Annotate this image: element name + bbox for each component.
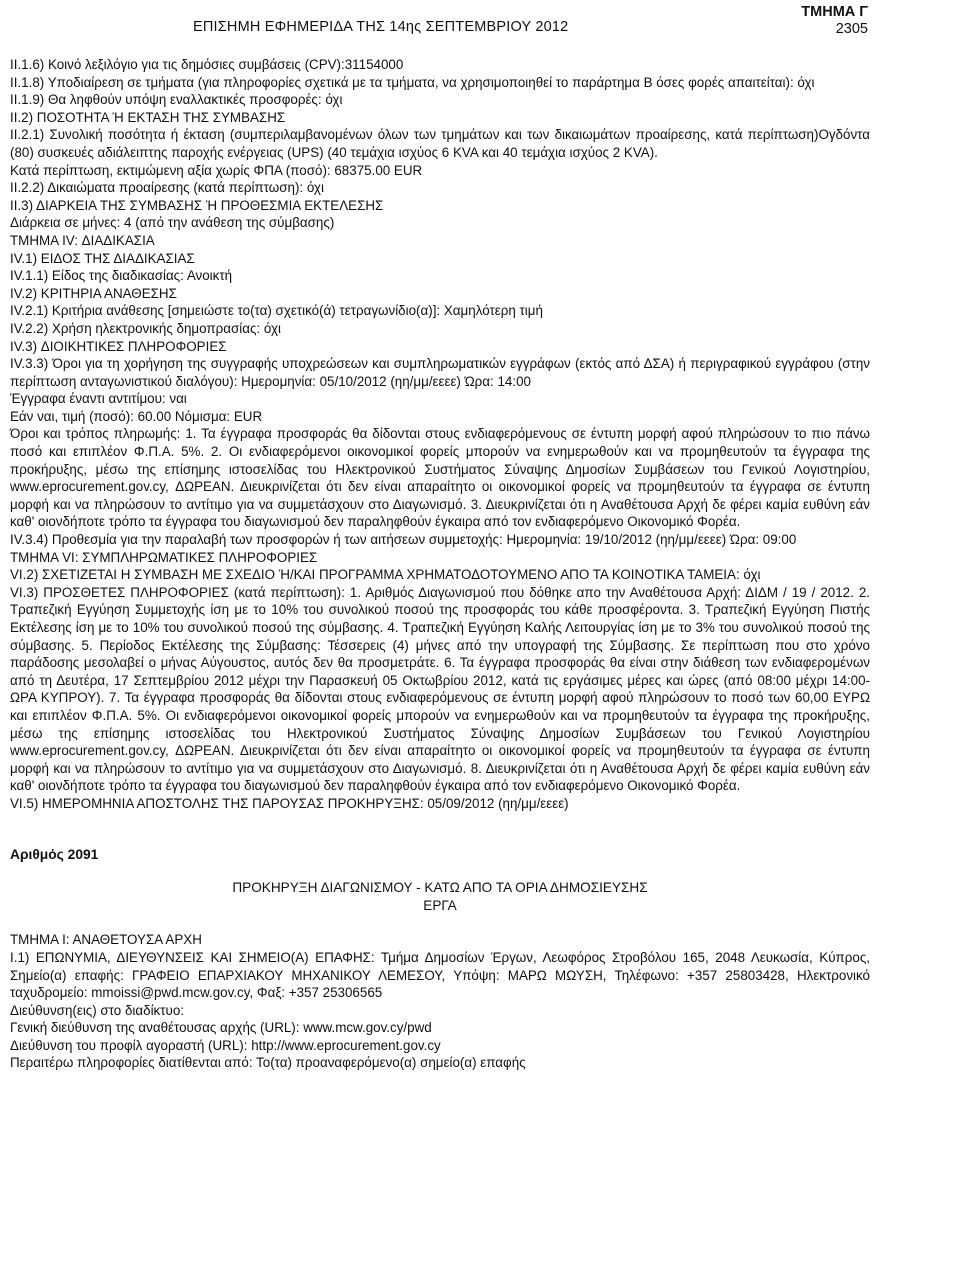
- text-line: ΤΜΗΜΑ VI: ΣΥΜΠΛΗΡΩΜΑΤΙΚΕΣ ΠΛΗΡΟΦΟΡΙΕΣ: [10, 549, 318, 565]
- notice-number: Αριθμός 2091: [10, 846, 99, 862]
- text-line: Όροι και τρόπος πληρωμής: 1. Τα έγγραφα προσφοράς θα δίδονται στους ενδιαφερόμενους σε έντυπη μορφή αφού πληρώσουν το πιο πάνω ποσό και επιπλέον Φ.Π.Α. 5%. 2. Οι ενδιαφερόμενοι οικονομικοί φορείς μπορούν να ενημερωθούν και να προμηθευτούν τα έγγραφα της προκήρυξης, μέσω της επίσημης ιστοσελίδας του Ηλεκτρονικού Συστήματος Σύναψης Δημοσίων Συμβάσεων του Γενικού Λογιστηρίου, www.eprocurement.gov.cy, ΔΩΡΕΑΝ. Διευκρινίζεται ότι δεν είναι απαραίτητο οι οικονομικοί φορείς να προμηθευτούν τα έγγραφα σε έντυπη μορφή και να πληρώσουν το αντίτιμο για να συμμετάσχουν στο Διαγωνισμό. 3. Διευκρινίζεται ότι η Αναθέτουσα Αρχή δε φέρει καμία ευθύνη εάν καθ' οιονδήποτε τρόπο τα έγγραφα του διαγωνισμού δεν παραληφθούν έγκαιρα από τον ενδιαφερόμενο Οικονομικό Φορέα.: [10, 426, 870, 530]
- text-line: Γενική διεύθυνση της αναθέτουσας αρχής (URL): www.mcw.gov.cy/pwd: [10, 1020, 432, 1036]
- text-line: IV.2.2) Χρήση ηλεκτρονικής δημοπρασίας: όχι: [10, 320, 281, 336]
- text-line: IV.1.1) Είδος της διαδικασίας: Ανοικτή: [10, 268, 233, 284]
- text-line: Διάρκεια σε μήνες: 4 (από την ανάθεση της σύμβασης): [10, 215, 335, 231]
- notice-category: ΕΡΓΑ: [423, 897, 457, 913]
- text-line: VI.3) ΠΡΟΣΘΕΤΕΣ ΠΛΗΡΟΦΟΡΙΕΣ (κατά περίπτωση): 1. Αριθμός Διαγωνισμού που δόθηκε απο την Αναθέτουσα Αρχή: ΔΙΔΜ / 19 / 2012. 2. Τραπεζική Εγγύηση Συμμετοχής ίση με το 10% του συνολικού ποσού της προσφοράς του κάθε προσφέροντα. 3. Τραπεζική Εγγύηση Πιστής Εκτέλεσης ίση με το 10% του συνολικού ποσού της σύμβασης. 4. Τραπεζική Εγγύηση Καλής Λειτουργίας ίση με το 3% του συνολικού ποσού της σύμβασης. 5. Περίοδος Εκτέλεσης της Σύμβασης: Τέσσερεις (4) μήνες από την υπογραφή της Σύμβασης. Σε περίπτωση που στο χρόνο παράδοσης μεσολαβεί ο μήνας Αύγουστος, αυτός δεν θα προσμετράτε. 6. Τα έγγραφα προσφοράς θα είναι στην διάθεση των ενδιαφερομένων από τη Δευτέρα, 17 Σεπτεμβρίου 2012 μέχρι την Παρασκευή 05 Οκτωβρίου 2012, κατά τις εργάσιμες μέρες και ώρες (από 08:00 μέχρι 14:00-ΩΡΑ ΚΥΠΡΟΥ). 7. Τα έγγραφα προσφοράς θα δίδονται στους ενδιαφερόμενους σε έντυπη μορφή αφού πληρώσουν το ποσό των 60,00 ΕΥΡΩ και επιπλέον Φ.Π.Α. 5%. Οι ενδιαφερόμενοι οικονομικοί φορείς μπορούν να ενημερωθούν και να προμηθευτούν τα έγγραφα της προκήρυξης, μέσω της επίσημης ιστοσελίδας του Ηλεκτρονικού Συστήματος Σύναψης Δημοσίων Συμβάσεων του Γενικού Λογιστηρίου www.eprocurement.gov.cy, ΔΩΡΕΑΝ. Διευκρινίζεται ότι δεν είναι απαραίτητο οι οικονομικοί φορείς να προμηθευτούν τα έγγραφα σε έντυπη μορφή και να πληρώσουν το αντίτιμο για να συμμετάσχουν στο Διαγωνισμό. 8. Διευκρινίζεται ότι η Αναθέτουσα Αρχή δε φέρει καμία ευθύνη εάν καθ' οιονδήποτε τρόπο τα έγγραφα του διαγωνισμού δεν παραληφθούν έγκαιρα από τον ενδιαφερόμενο Οικονομικό Φορέα.: [10, 584, 870, 794]
- text-line: IV.3.3) Όροι για τη χορήγηση της συγγραφής υποχρεώσεων και συμπληρωματικών εγγράφων (εκτός από ΔΣΑ) ή περιγραφικού εγγράφου (στην περίπτωση ανταγωνιστικού διαλόγου): Ημερομηνία: 05/10/2012 (ηη/μμ/εεεε) Ώρα: 14:00: [10, 356, 870, 389]
- text-line: Περαιτέρω πληροφορίες διατίθενται από: Το(τα) προαναφερόμενο(α) σημείο(α) επαφής: [10, 1055, 526, 1071]
- text-line: ΙΙ.1.6) Κοινό λεξιλόγιο για τις δημόσιες συμβάσεις (CPV):31154000: [10, 57, 404, 72]
- text-line: Κατά περίπτωση, εκτιμώμενη αξία χωρίς ΦΠΑ (ποσό): 68375.00 EUR: [10, 162, 423, 178]
- section-label: ΤΜΗΜΑ Γ: [801, 4, 868, 20]
- text-line: Ι.1) ΕΠΩΝΥΜΙΑ, ΔΙΕΥΘΥΝΣΕΙΣ ΚΑΙ ΣΗΜΕΙΟ(Α) ΕΠΑΦΗΣ: Τμήμα Δημοσίων Έργων, Λεωφόρος Στροβόλου 165, 2048 Λευκωσία, Κύπρος, Σημείο(α) επαφής: ΓΡΑΦΕΙΟ ΕΠΑΡΧΙΑΚΟΥ ΜΗΧΑΝΙΚΟΥ ΛΕΜΕΣΟΥ, Υπόψη: ΜΑΡΩ ΜΩΥΣΗ, Τηλέφωνο: +357 25803428, Ηλεκτρονικό ταχυδρομείο: mmoissi@pwd.mcw.gov.cy, Φαξ: +357 25306565: [10, 949, 870, 1001]
- text-line: Έγγραφα έναντι αντιτίμου: ναι: [10, 391, 187, 407]
- text-line: Εάν ναι, τιμή (ποσό): 60.00 Νόμισμα: EUR: [10, 408, 263, 424]
- text-line: ΙΙ.1.9) Θα ληφθούν υπόψη εναλλακτικές προσφορές: όχι: [10, 92, 343, 108]
- notice-body: [10, 56, 870, 1072]
- text-line: Διεύθυνση του προφίλ αγοραστή (URL): http://www.eprocurement.gov.cy: [10, 1037, 441, 1053]
- text-line: IV.1) ΕΙΔΟΣ ΤΗΣ ΔΙΑΔΙΚΑΣΙΑΣ: [10, 250, 195, 266]
- text-line: ΙΙ.2.2) Δικαιώματα προαίρεσης (κατά περίπτωση): όχι: [10, 180, 324, 196]
- gazette-title: ΕΠΙΣΗΜΗ ΕΦΗΜΕΡΙΔΑ ΤΗΣ 14ης ΣΕΠΤΕΜΒΡΙΟΥ 2012: [193, 19, 569, 35]
- new-notice-text: [10, 931, 870, 1072]
- spacer: [10, 914, 870, 931]
- text-line: VI.5) ΗΜΕΡΟΜΗΝΙΑ ΑΠΟΣΤΟΛΗΣ ΤΗΣ ΠΑΡΟΥΣΑΣ ΠΡΟΚΗΡΥΞΗΣ: 05/09/2012 (ηη/μμ/εεεε): [10, 795, 569, 811]
- previous-notice-text: [10, 56, 870, 813]
- text-line: ΙΙ.2.1) Συνολική ποσότητα ή έκταση (συμπεριλαμβανομένων όλων των τμημάτων και των δικαιωμάτων προαίρεσης, κατά περίπτωση)Ογδόντα (80) συσκευές αδιάλειπτης παροχής ενέργειας (UPS) (40 τεμάχια ισχύος 6 KVA και 40 τεμάχια ισχύος 2 KVA).: [10, 127, 870, 160]
- text-line: ΤΜΗΜΑ IV: ΔΙΑΔΙΚΑΣΙΑ: [10, 232, 155, 248]
- text-line: IV.3.4) Προθεσμία για την παραλαβή των προσφορών ή των αιτήσεων συμμετοχής: Ημερομηνία: 19/10/2012 (ηη/μμ/εεεε) Ώρα: 09:00: [10, 532, 797, 548]
- page-header-right: [801, 4, 868, 38]
- text-line: IV.2.1) Κριτήρια ανάθεσης [σημειώστε το(τα) σχετικό(ά) τετραγωνίδιο(α)]: Χαμηλότερη τιμή: [10, 303, 543, 319]
- text-line: ΙΙ.2) ΠΟΣΟΤΗΤΑ Ή ΕΚΤΑΣΗ ΤΗΣ ΣΥΜΒΑΣΗΣ: [10, 109, 286, 125]
- text-line: IV.2) ΚΡΙΤΗΡΙΑ ΑΝΑΘΕΣΗΣ: [10, 285, 177, 301]
- text-line: Διεύθυνση(εις) στο διαδίκτυο:: [10, 1002, 185, 1018]
- text-line: ΤΜΗΜΑ Ι: ΑΝΑΘΕΤΟΥΣΑ ΑΡΧΗ: [10, 932, 202, 948]
- notice-heading: ΠΡΟΚΗΡΥΞΗ ΔΙΑΓΩΝΙΣΜΟΥ - ΚΑΤΩ ΑΠΟ ΤΑ ΟΡΙΑ ΔΗΜΟΣΙΕΥΣΗΣ: [232, 880, 648, 896]
- page-number: 2305: [835, 21, 868, 37]
- text-line: IV.3) ΔΙΟΙΚΗΤΙΚΕΣ ΠΛΗΡΟΦΟΡΙΕΣ: [10, 338, 227, 354]
- text-line: ΙΙ.1.8) Υποδιαίρεση σε τμήματα (για πληροφορίες σχετικά με τα τμήματα, να χρησιμοποιηθεί το παράρτημα Β όσες φορές απαιτείται): όχι: [10, 74, 815, 90]
- spacer: [10, 813, 870, 846]
- text-line: ΙΙ.3) ΔΙΑΡΚΕΙΑ ΤΗΣ ΣΥΜΒΑΣΗΣ Ή ΠΡΟΘΕΣΜΙΑ ΕΚΤΕΛΕΣΗΣ: [10, 197, 384, 213]
- text-line: VI.2) ΣΧΕΤΙΖΕΤΑΙ Η ΣΥΜΒΑΣΗ ΜΕ ΣΧΕΔΙΟ Ή/ΚΑΙ ΠΡΟΓΡΑΜΜΑ ΧΡΗΜΑΤΟΔΟΤΟΥΜΕΝΟ ΑΠΟ ΤΑ ΚΟΙΝΟΤΙΚΑ ΤΑΜΕΙΑ: όχι: [10, 567, 761, 583]
